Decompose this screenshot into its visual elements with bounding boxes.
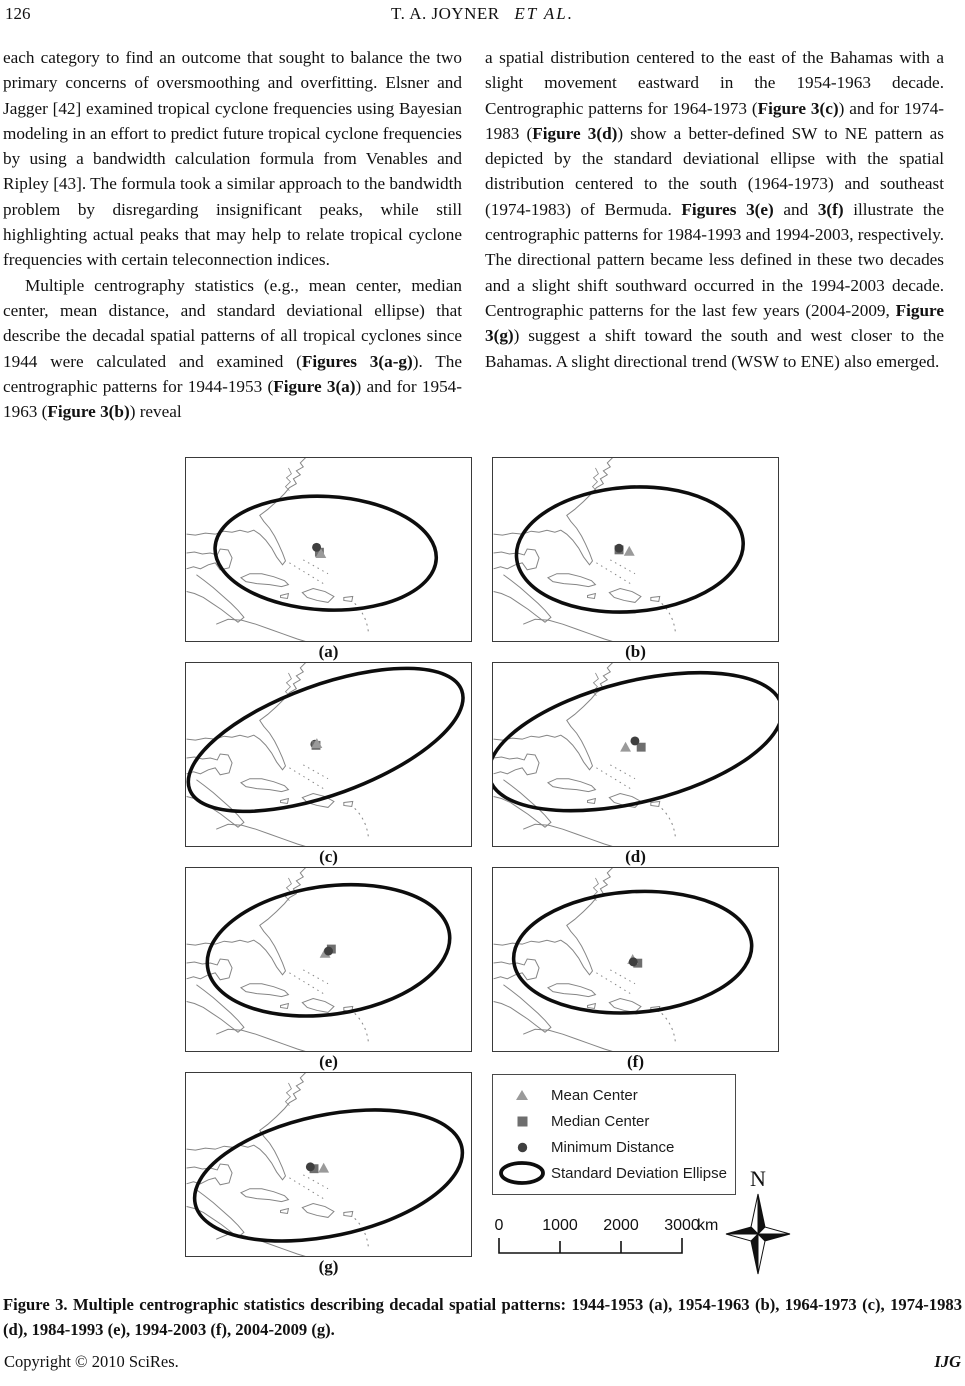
body-columns	[0, 45, 965, 431]
panel-label: (g)	[318, 1257, 339, 1276]
scale-tick-label: 2000	[603, 1217, 639, 1234]
coastline	[609, 999, 641, 1013]
standard-deviation-ellipse	[510, 884, 756, 1021]
coastline	[302, 589, 334, 603]
coastline	[355, 1218, 369, 1249]
map-panel-g	[185, 1072, 472, 1277]
coastline	[289, 1178, 325, 1200]
legend-item	[493, 1134, 735, 1160]
coastline	[344, 596, 353, 601]
page-header	[0, 0, 965, 32]
map-panel-e	[185, 867, 472, 1072]
standard-deviation-ellipse	[493, 663, 778, 837]
coastline	[289, 768, 325, 790]
mean-center-triangle-icon	[515, 1089, 529, 1101]
coastline	[523, 619, 614, 641]
coastline	[662, 808, 676, 839]
scale-unit-label: km	[697, 1217, 719, 1234]
minimum-distance-marker	[306, 1162, 315, 1171]
legend-item	[493, 1160, 735, 1186]
coastline	[494, 458, 614, 565]
coastline	[494, 754, 540, 775]
coastline	[303, 1175, 328, 1189]
coastline	[662, 1013, 676, 1044]
map-svg	[186, 663, 471, 846]
coastline	[548, 984, 595, 997]
paragraph: a spatial distribution centered to the east of the Bahamas with a slight movement eastward in the 1954-1963 decade. Centrographic patterns for 1964-1973 (Figure 3(c)) and for 1974-1983 (Figure 3(d)) show a better-defined SW to NE pattern as depicted by the standard deviational ellipse with the spatial distribution centered to the south (1964-1973) and southeast (1974-1983) of Bermuda. Figures 3(e) and 3(f) illustrate the centrographic patterns for 1984-1993 and 1994-2003, respectively. The directional pattern became less defined in these two decades and a slight shift southward occurred in the 1994-2003 decade. Centrographic patterns for the last few years (2004-2009, Figure 3(g)) suggest a shift toward the south and west closer to the Bahamas. A slight directional trend (WSW to ENE) also emerged.	[485, 48, 945, 371]
coastline	[303, 765, 328, 779]
coastline	[241, 574, 288, 587]
copyright-text: Copyright © 2010 SciRes.	[4, 1352, 179, 1371]
coastline	[610, 970, 635, 984]
coastline	[187, 1073, 307, 1180]
coastline	[289, 973, 325, 995]
legend-item-label: Minimum Distance	[551, 1138, 675, 1156]
paragraph: Multiple centrography statistics (e.g., mean center, median center, mean distance, and standard deviational ellipse) that describe the decadal spatial patterns of all tropical cyclones since 1944 were calculated and examined (Figures 3(a-g)). The centrographic patterns for 1944-1953 (Figure 3(a)) and for 1954-1963 (Figure 3(b)) reveal	[3, 275, 463, 422]
coastline	[216, 619, 307, 641]
coastline	[303, 560, 328, 574]
legend-item	[493, 1108, 735, 1134]
coastline	[596, 973, 632, 995]
north-label: N	[750, 1166, 766, 1191]
mean-center-marker	[624, 546, 635, 556]
map-frame	[185, 662, 472, 847]
coastline	[596, 563, 632, 585]
coastline	[281, 1209, 289, 1214]
figure-caption: Figure 3. Multiple centrographic statistics describing decadal spatial patterns: 1944-1953 (a), 1954-1963 (b), 1964-1973 (c), 1974-1983 (d), 1984-1993 (e), 1994-2003 (f), 2004-2009 (g).	[3, 1295, 962, 1339]
map-panel-b	[492, 457, 779, 662]
standard-deviation-ellipse-icon	[498, 1160, 546, 1186]
legend-item-label: Standard Deviation Ellipse	[551, 1164, 727, 1182]
panel-label: (f)	[627, 1052, 644, 1071]
coastline	[355, 1013, 369, 1044]
coastline	[523, 1029, 614, 1051]
coastline	[355, 808, 369, 839]
map-frame	[492, 662, 779, 847]
coastline	[281, 1004, 289, 1009]
legend-item-label: Mean Center	[551, 1086, 638, 1104]
coastline	[344, 801, 353, 806]
coastline	[596, 768, 632, 790]
coastline	[588, 594, 596, 599]
map-svg	[186, 868, 471, 1051]
standard-deviation-ellipse	[212, 491, 439, 616]
map-panel-f	[492, 867, 779, 1072]
map-frame	[492, 867, 779, 1052]
coastline	[494, 663, 614, 770]
minimum-distance-marker	[312, 543, 321, 552]
legend-and-scale-cell	[492, 1072, 779, 1277]
map-frame	[492, 457, 779, 642]
coastline	[302, 999, 334, 1013]
scale-tick-label: 1000	[542, 1217, 578, 1234]
coastline	[588, 799, 596, 804]
coastline	[588, 1004, 596, 1009]
scale-bar	[492, 1213, 727, 1259]
legend-item	[493, 1082, 735, 1108]
coastline	[523, 824, 614, 846]
minimum-distance-marker	[629, 957, 638, 966]
map-svg	[493, 458, 778, 641]
median-center-square-icon	[517, 1116, 528, 1127]
map-svg	[493, 663, 778, 846]
coastline	[281, 594, 289, 599]
coastline	[241, 779, 288, 792]
map-svg	[186, 458, 471, 641]
map-frame	[185, 1072, 472, 1257]
coastline	[494, 985, 551, 1032]
paragraph: each category to find an outcome that sought to balance the two primary concerns of oversmoothing and overfitting. Elsner and Jagger [42] examined tropical cyclone frequencies using Bayesian modeling in an effort to predict future tropical cyclone frequencies by using a bandwidth calculation formula from Venables and Ripley [43]. The formula took a similar approach to the bandwidth problem by disregarding insignificant peaks, while still highlighting actual peaks that may help to relate tropical cyclone frequencies with certain teleconnection indices.	[3, 48, 462, 270]
panel-label: (d)	[625, 847, 646, 866]
running-title	[0, 4, 965, 24]
legend-box	[492, 1074, 736, 1195]
coastline	[548, 574, 595, 587]
mean-center-marker	[620, 742, 631, 752]
coastline	[651, 596, 660, 601]
panel-label: (c)	[319, 847, 338, 866]
mean-center-marker	[318, 1163, 329, 1173]
coastline	[610, 560, 635, 574]
minimum-distance-marker	[630, 737, 639, 746]
compass-point	[758, 1234, 765, 1274]
coastline	[216, 1029, 307, 1051]
coastline	[216, 824, 307, 846]
right-column	[485, 45, 944, 431]
map-panel-c	[185, 662, 472, 867]
coastline	[241, 1189, 288, 1202]
coastline	[548, 779, 595, 792]
scale-bar-line	[499, 1238, 682, 1253]
coastline	[187, 549, 233, 570]
coastline	[494, 868, 614, 975]
scale-tick-label: 3000	[664, 1217, 700, 1234]
coastline	[303, 970, 328, 984]
coastline	[241, 984, 288, 997]
panel-label: (e)	[319, 1052, 338, 1071]
standard-deviation-ellipse	[186, 663, 471, 841]
coastline	[187, 780, 244, 827]
panel-label: (b)	[625, 642, 646, 661]
minimum-distance-marker	[615, 544, 624, 553]
figure-3	[185, 457, 781, 1277]
coastline	[609, 589, 641, 603]
map-frame	[185, 867, 472, 1052]
coastline	[302, 1204, 334, 1218]
coastline	[289, 563, 325, 585]
minimum-distance-marker	[324, 947, 333, 956]
running-title-authors: T. A. JOYNER	[391, 4, 500, 23]
left-column	[3, 45, 462, 431]
page-number: 126	[5, 4, 31, 23]
journal-abbreviation: IJG	[934, 1352, 961, 1371]
coastline	[216, 1234, 307, 1256]
scale-tick-label: 0	[494, 1217, 504, 1234]
coastline	[651, 801, 660, 806]
page-footer	[0, 1352, 965, 1372]
map-panel-a	[185, 457, 472, 662]
running-title-et-al: ET AL.	[514, 4, 574, 23]
coastline	[281, 799, 289, 804]
north-arrow	[720, 1164, 796, 1282]
coastline	[344, 1211, 353, 1216]
coastline	[610, 765, 635, 779]
map-svg	[186, 1073, 471, 1256]
coastline	[187, 985, 244, 1032]
map-frame	[185, 457, 472, 642]
panel-label: (a)	[318, 642, 339, 661]
map-svg	[493, 868, 778, 1051]
map-panel-d	[492, 662, 779, 867]
legend-item-label: Median Center	[551, 1112, 650, 1130]
minimum-distance-dot-icon	[517, 1142, 528, 1153]
coastline	[494, 575, 551, 622]
coastline	[187, 868, 307, 975]
